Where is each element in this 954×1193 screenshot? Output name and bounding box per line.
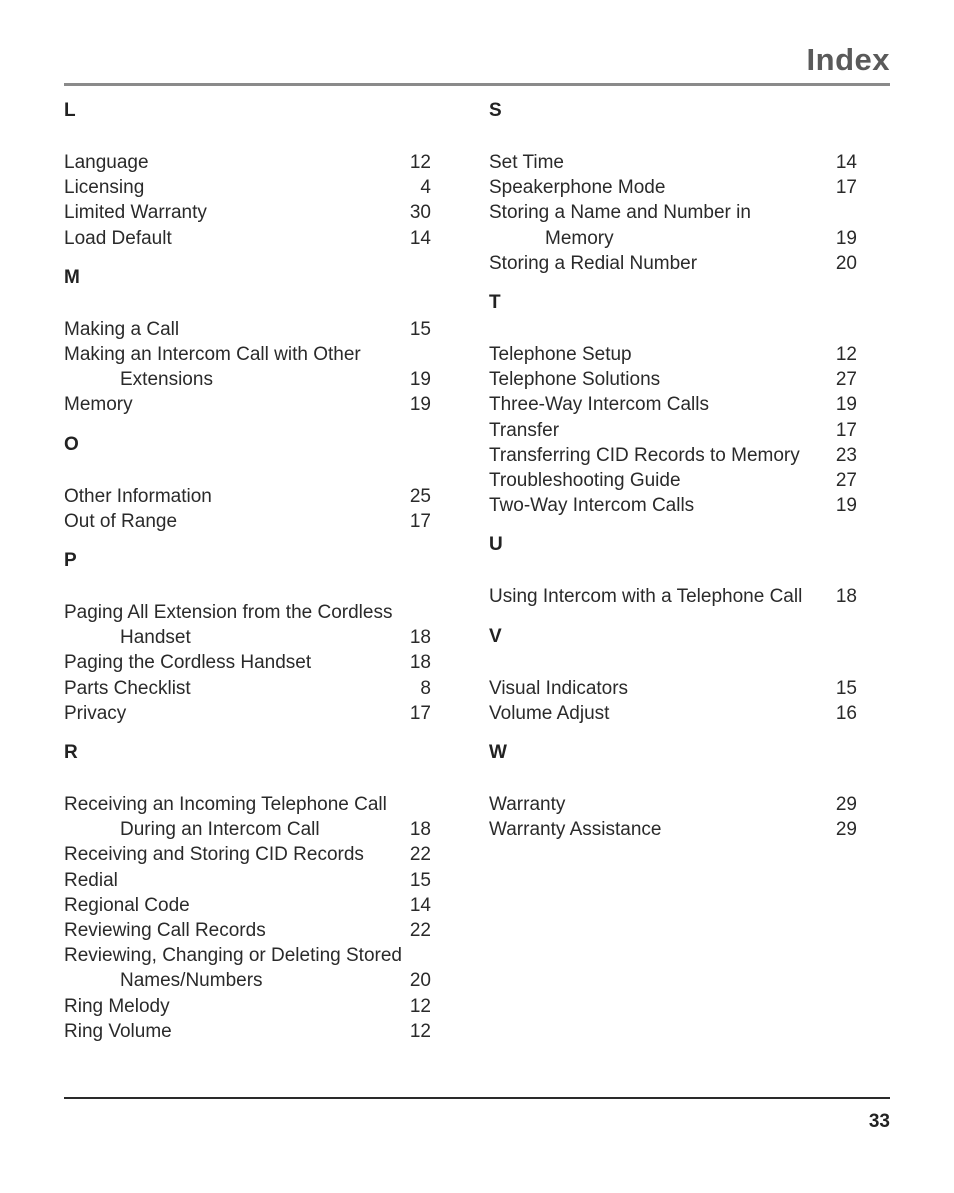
index-entry <box>64 792 431 817</box>
index-entry <box>64 1019 431 1044</box>
index-entry <box>489 392 857 417</box>
index-section <box>489 290 857 518</box>
index-entry <box>489 493 857 518</box>
index-section <box>489 98 857 276</box>
entry-term: Three-Way Intercom Calls <box>489 394 709 416</box>
index-entry <box>64 317 431 342</box>
index-section <box>64 548 431 726</box>
entry-page-number: 19 <box>835 227 857 249</box>
section-letter: P <box>64 550 77 572</box>
entry-term: Reviewing Call Records <box>64 920 266 942</box>
index-entry <box>64 994 431 1019</box>
index-entry <box>64 701 431 726</box>
index-entry <box>489 443 857 468</box>
entry-term: Receiving and Storing CID Records <box>64 844 364 866</box>
index-entry <box>489 701 857 726</box>
index-entry <box>64 676 431 701</box>
entry-page-number: 25 <box>409 485 431 507</box>
entry-page-number: 18 <box>409 819 431 841</box>
entry-page-number: 17 <box>409 702 431 724</box>
entry-page-number: 12 <box>409 995 431 1017</box>
entry-term: Speakerphone Mode <box>489 177 666 199</box>
header-divider <box>64 83 890 86</box>
entry-term: Privacy <box>64 702 127 724</box>
entry-term: Receiving an Incoming Telephone Call <box>64 794 387 816</box>
entry-page-number: 15 <box>409 318 431 340</box>
section-letter: M <box>64 266 80 288</box>
entry-term: Making an Intercom Call with Other <box>64 344 361 366</box>
entry-page-number: 29 <box>835 819 857 841</box>
index-section <box>489 624 857 726</box>
entry-term: Names/Numbers <box>120 970 263 992</box>
entry-page-number: 30 <box>409 202 431 224</box>
index-section <box>64 98 431 251</box>
entry-term: Making a Call <box>64 318 180 340</box>
entry-term: Transfer <box>489 419 560 441</box>
entry-page-number: 29 <box>835 794 857 816</box>
index-section <box>64 265 431 418</box>
index-entry <box>64 484 431 509</box>
index-entry <box>489 584 857 609</box>
entry-term: Paging All Extension from the Cordless <box>64 602 393 624</box>
section-letter: O <box>64 433 79 455</box>
entry-page-number: 18 <box>409 627 431 649</box>
entry-term: Parts Checklist <box>64 677 191 699</box>
entry-term: Reviewing, Changing or Deleting Stored <box>64 945 402 967</box>
index-entry <box>64 509 431 534</box>
index-section <box>489 740 857 842</box>
entry-term: Using Intercom with a Telephone Call <box>489 586 803 608</box>
entry-term: Memory <box>64 394 133 416</box>
entry-page-number: 14 <box>409 227 431 249</box>
entry-page-number: 20 <box>409 970 431 992</box>
entry-term: Handset <box>120 627 191 649</box>
index-entry <box>64 200 431 225</box>
entry-page-number: 19 <box>835 394 857 416</box>
entry-page-number: 15 <box>835 677 857 699</box>
index-entry <box>64 943 431 968</box>
entry-term: Regional Code <box>64 894 190 916</box>
index-entry <box>64 226 431 251</box>
index-entry <box>64 842 431 867</box>
section-letter: U <box>489 534 503 556</box>
index-entry <box>64 600 431 625</box>
entry-term: Ring Melody <box>64 995 170 1017</box>
index-section <box>64 432 431 534</box>
entry-term: Extensions <box>120 369 213 391</box>
index-entry <box>64 817 431 842</box>
index-entry <box>489 676 857 701</box>
entry-page-number: 17 <box>835 419 857 441</box>
entry-page-number: 23 <box>835 444 857 466</box>
entry-page-number: 16 <box>835 702 857 724</box>
index-entry <box>489 817 857 842</box>
index-entry <box>489 150 857 175</box>
footer-divider <box>64 1097 890 1099</box>
index-entry <box>64 367 431 392</box>
entry-page-number: 22 <box>409 844 431 866</box>
section-letter: V <box>489 625 502 647</box>
index-column-left <box>64 98 431 1058</box>
index-entry <box>64 625 431 650</box>
entry-term: Memory <box>545 227 614 249</box>
section-letter: R <box>64 742 78 764</box>
entry-term: Other Information <box>64 485 212 507</box>
index-entry <box>489 468 857 493</box>
entry-page-number: 12 <box>835 344 857 366</box>
entry-term: Telephone Setup <box>489 344 632 366</box>
entry-page-number: 19 <box>409 369 431 391</box>
entry-page-number: 17 <box>835 177 857 199</box>
index-entry <box>64 150 431 175</box>
entry-term: Redial <box>64 869 118 891</box>
entry-page-number: 18 <box>409 652 431 674</box>
entry-page-number: 27 <box>835 470 857 492</box>
page-title: Index <box>806 42 890 77</box>
entry-page-number: 15 <box>409 869 431 891</box>
section-letter: W <box>489 742 507 764</box>
entry-term: Set Time <box>489 152 564 173</box>
section-letter: T <box>489 292 501 314</box>
entry-term: Volume Adjust <box>489 702 610 724</box>
entry-term: Load Default <box>64 227 172 249</box>
entry-term: Troubleshooting Guide <box>489 470 681 492</box>
entry-term: Transferring CID Records to Memory <box>489 444 800 466</box>
index-entry <box>489 418 857 443</box>
entry-page-number: 12 <box>409 152 431 173</box>
entry-page-number: 14 <box>835 152 857 173</box>
entry-term: Paging the Cordless Handset <box>64 652 312 674</box>
entry-term: Storing a Redial Number <box>489 252 698 274</box>
index-section <box>64 740 431 1044</box>
entry-term: Out of Range <box>64 510 178 532</box>
page-number: 33 <box>868 1111 890 1132</box>
entry-term: Licensing <box>64 177 145 199</box>
entry-page-number: 12 <box>409 1020 431 1042</box>
index-entry <box>64 968 431 993</box>
entry-page-number: 19 <box>835 495 857 517</box>
index-entry <box>489 367 857 392</box>
entry-term: Storing a Name and Number in <box>489 202 751 224</box>
entry-page-number: 18 <box>835 586 857 608</box>
entry-page-number: 20 <box>835 252 857 274</box>
entry-page-number: 27 <box>835 369 857 391</box>
index-entry <box>64 175 431 200</box>
entry-term: Warranty Assistance <box>489 819 662 841</box>
entry-term: Ring Volume <box>64 1020 172 1042</box>
index-entry <box>64 650 431 675</box>
entry-term: Warranty <box>489 794 566 816</box>
entry-page-number: 4 <box>420 177 431 199</box>
entry-term: Limited Warranty <box>64 202 207 224</box>
index-entry <box>64 342 431 367</box>
entry-term: Two-Way Intercom Calls <box>489 495 695 517</box>
index-column-right <box>489 98 857 856</box>
index-entry <box>489 251 857 276</box>
section-letter: S <box>489 100 502 121</box>
index-entry <box>64 918 431 943</box>
index-entry <box>489 226 857 251</box>
entry-page-number: 19 <box>409 394 431 416</box>
index-entry <box>64 893 431 918</box>
entry-term: During an Intercom Call <box>120 819 320 841</box>
entry-term: Language <box>64 152 149 173</box>
entry-term: Telephone Solutions <box>489 369 661 391</box>
index-entry <box>489 175 857 200</box>
entry-page-number: 14 <box>409 894 431 916</box>
index-entry <box>64 868 431 893</box>
index-entry <box>489 342 857 367</box>
entry-page-number: 8 <box>420 677 431 699</box>
section-letter: L <box>64 100 76 121</box>
entry-page-number: 22 <box>409 920 431 942</box>
index-entry <box>64 392 431 417</box>
index-entry <box>489 200 857 225</box>
entry-term: Visual Indicators <box>489 677 629 699</box>
index-section <box>489 532 857 609</box>
index-entry <box>489 792 857 817</box>
entry-page-number: 17 <box>409 510 431 532</box>
